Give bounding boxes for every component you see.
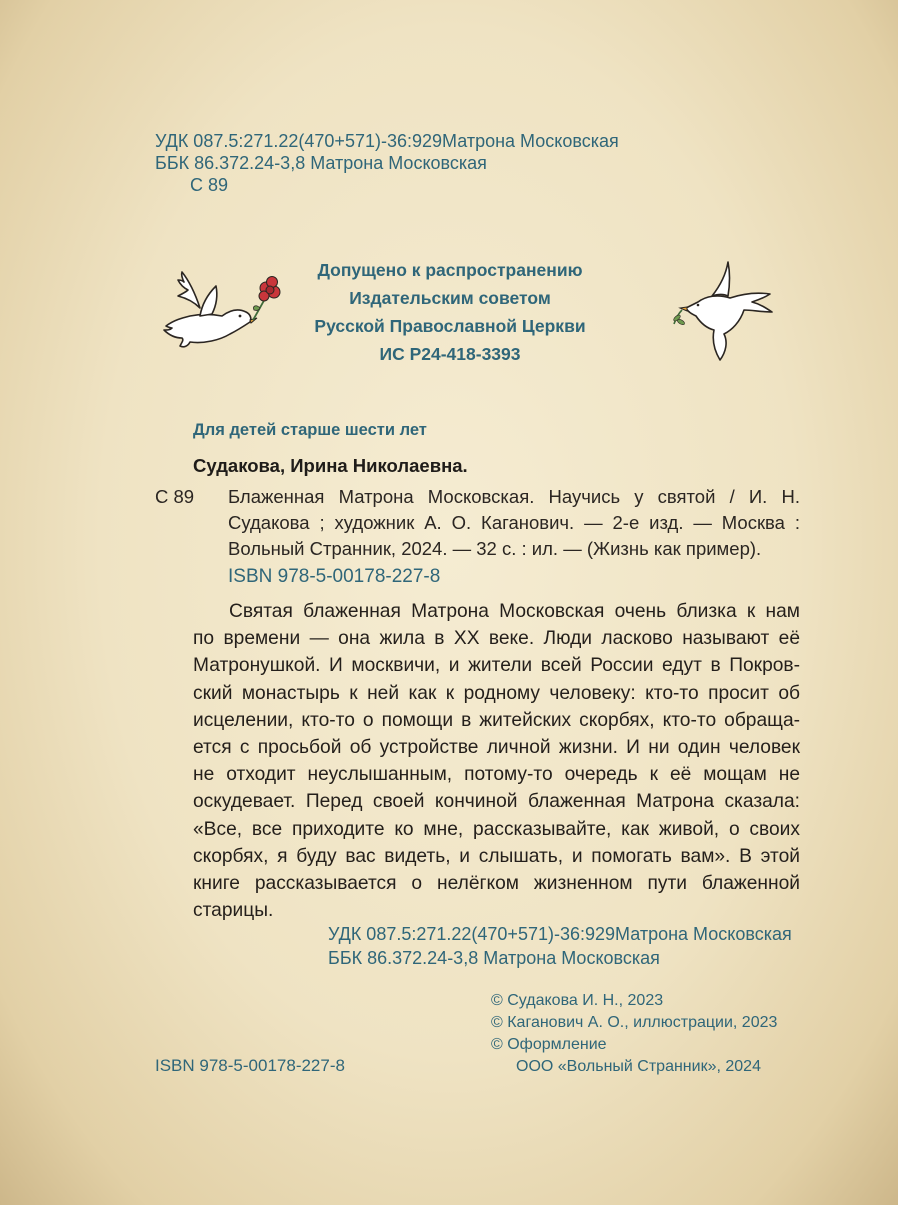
copyright-illustrator: © Каганович А. О., иллюстрации, 2023 [491,1014,778,1031]
annotation-line: Матронушкой. И москвичи, и жители всей России едут в Покров- [193,655,800,677]
approval-line-2: Издательским советом [349,288,551,308]
biblio-line: Блаженная Матрона Московская. Научись у святой / И. Н. [228,486,800,507]
biblio-line: Вольный Странник, 2024. — 32 с. : ил. — (Жизнь как пример). [228,538,762,559]
annotation-line: по времени — она жила в XX веке. Люди ласково называют её [193,628,800,650]
author-mark: С 89 [190,175,229,195]
isbn-bottom: ISBN 978-5-00178-227-8 [155,1056,345,1075]
copyright-design: © Оформление [491,1036,607,1053]
approval-block [230,256,670,368]
annotation-line: скорбях, я буду вас видеть, и слышать, и помогать вам». В этой [193,845,800,867]
annotation-line: исцелении, кто-то о помощи в житейских скорбях, кто-то обраща- [193,709,800,731]
dove-with-branch-icon [668,258,778,364]
classification-bottom [328,922,792,970]
annotation-line: не отходит неуслышанным, потому-то очередь к её мощам не [193,764,800,786]
author-mark-left: С 89 [155,486,195,507]
author-name: Судакова, Ирина Николаевна. [193,455,468,476]
age-rating: Для детей старше шести лет [193,421,427,439]
annotation-line: «Все, все приходите ко мне, рассказывайте, как живой, о своих [193,818,800,840]
udk-code: УДК 087.5:271.22(470+571)-36:929Матрона Московская [155,131,619,151]
copyright-publisher: ООО «Вольный Странник», 2024 [516,1058,761,1075]
annotation-line: Святая блаженная Матрона Московская очень близка к нам [229,601,800,622]
annotation [193,598,800,924]
copyright-block [491,990,777,1078]
copyright-author: © Судакова И. Н., 2023 [491,992,664,1009]
isbn-mid: ISBN 978-5-00178-227-8 [228,566,441,587]
annotation-line: ется с просьбой об устройстве личной жизни. И ни один человек [193,737,800,759]
annotation-line: старицы. [193,900,274,922]
classification-top [155,130,619,196]
udk-code: УДК 087.5:271.22(470+571)-36:929Матрона Московская [328,924,792,944]
approval-line-3: Русской Православной Церкви [314,316,586,336]
bbk-code: ББК 86.372.24-3,8 Матрона Московская [328,948,660,968]
approval-number: ИС Р24-418-3393 [379,344,521,364]
annotation-line: ский монастырь к ней как к родному человеку: кто-то просит об [193,682,800,704]
bibliographic-description [228,484,800,562]
approval-line-1: Допущено к распространению [317,260,583,280]
bbk-code: ББК 86.372.24-3,8 Матрона Московская [155,153,487,173]
annotation-line: книге рассказывается о нелёгком жизненном пути блаженной [193,873,800,895]
biblio-line: Судакова ; художник А. О. Каганович. — 2-е изд. — Москва : [228,512,800,533]
annotation-line: оскудевает. Перед своей кончиной блаженная Матрона сказала: [193,791,800,813]
